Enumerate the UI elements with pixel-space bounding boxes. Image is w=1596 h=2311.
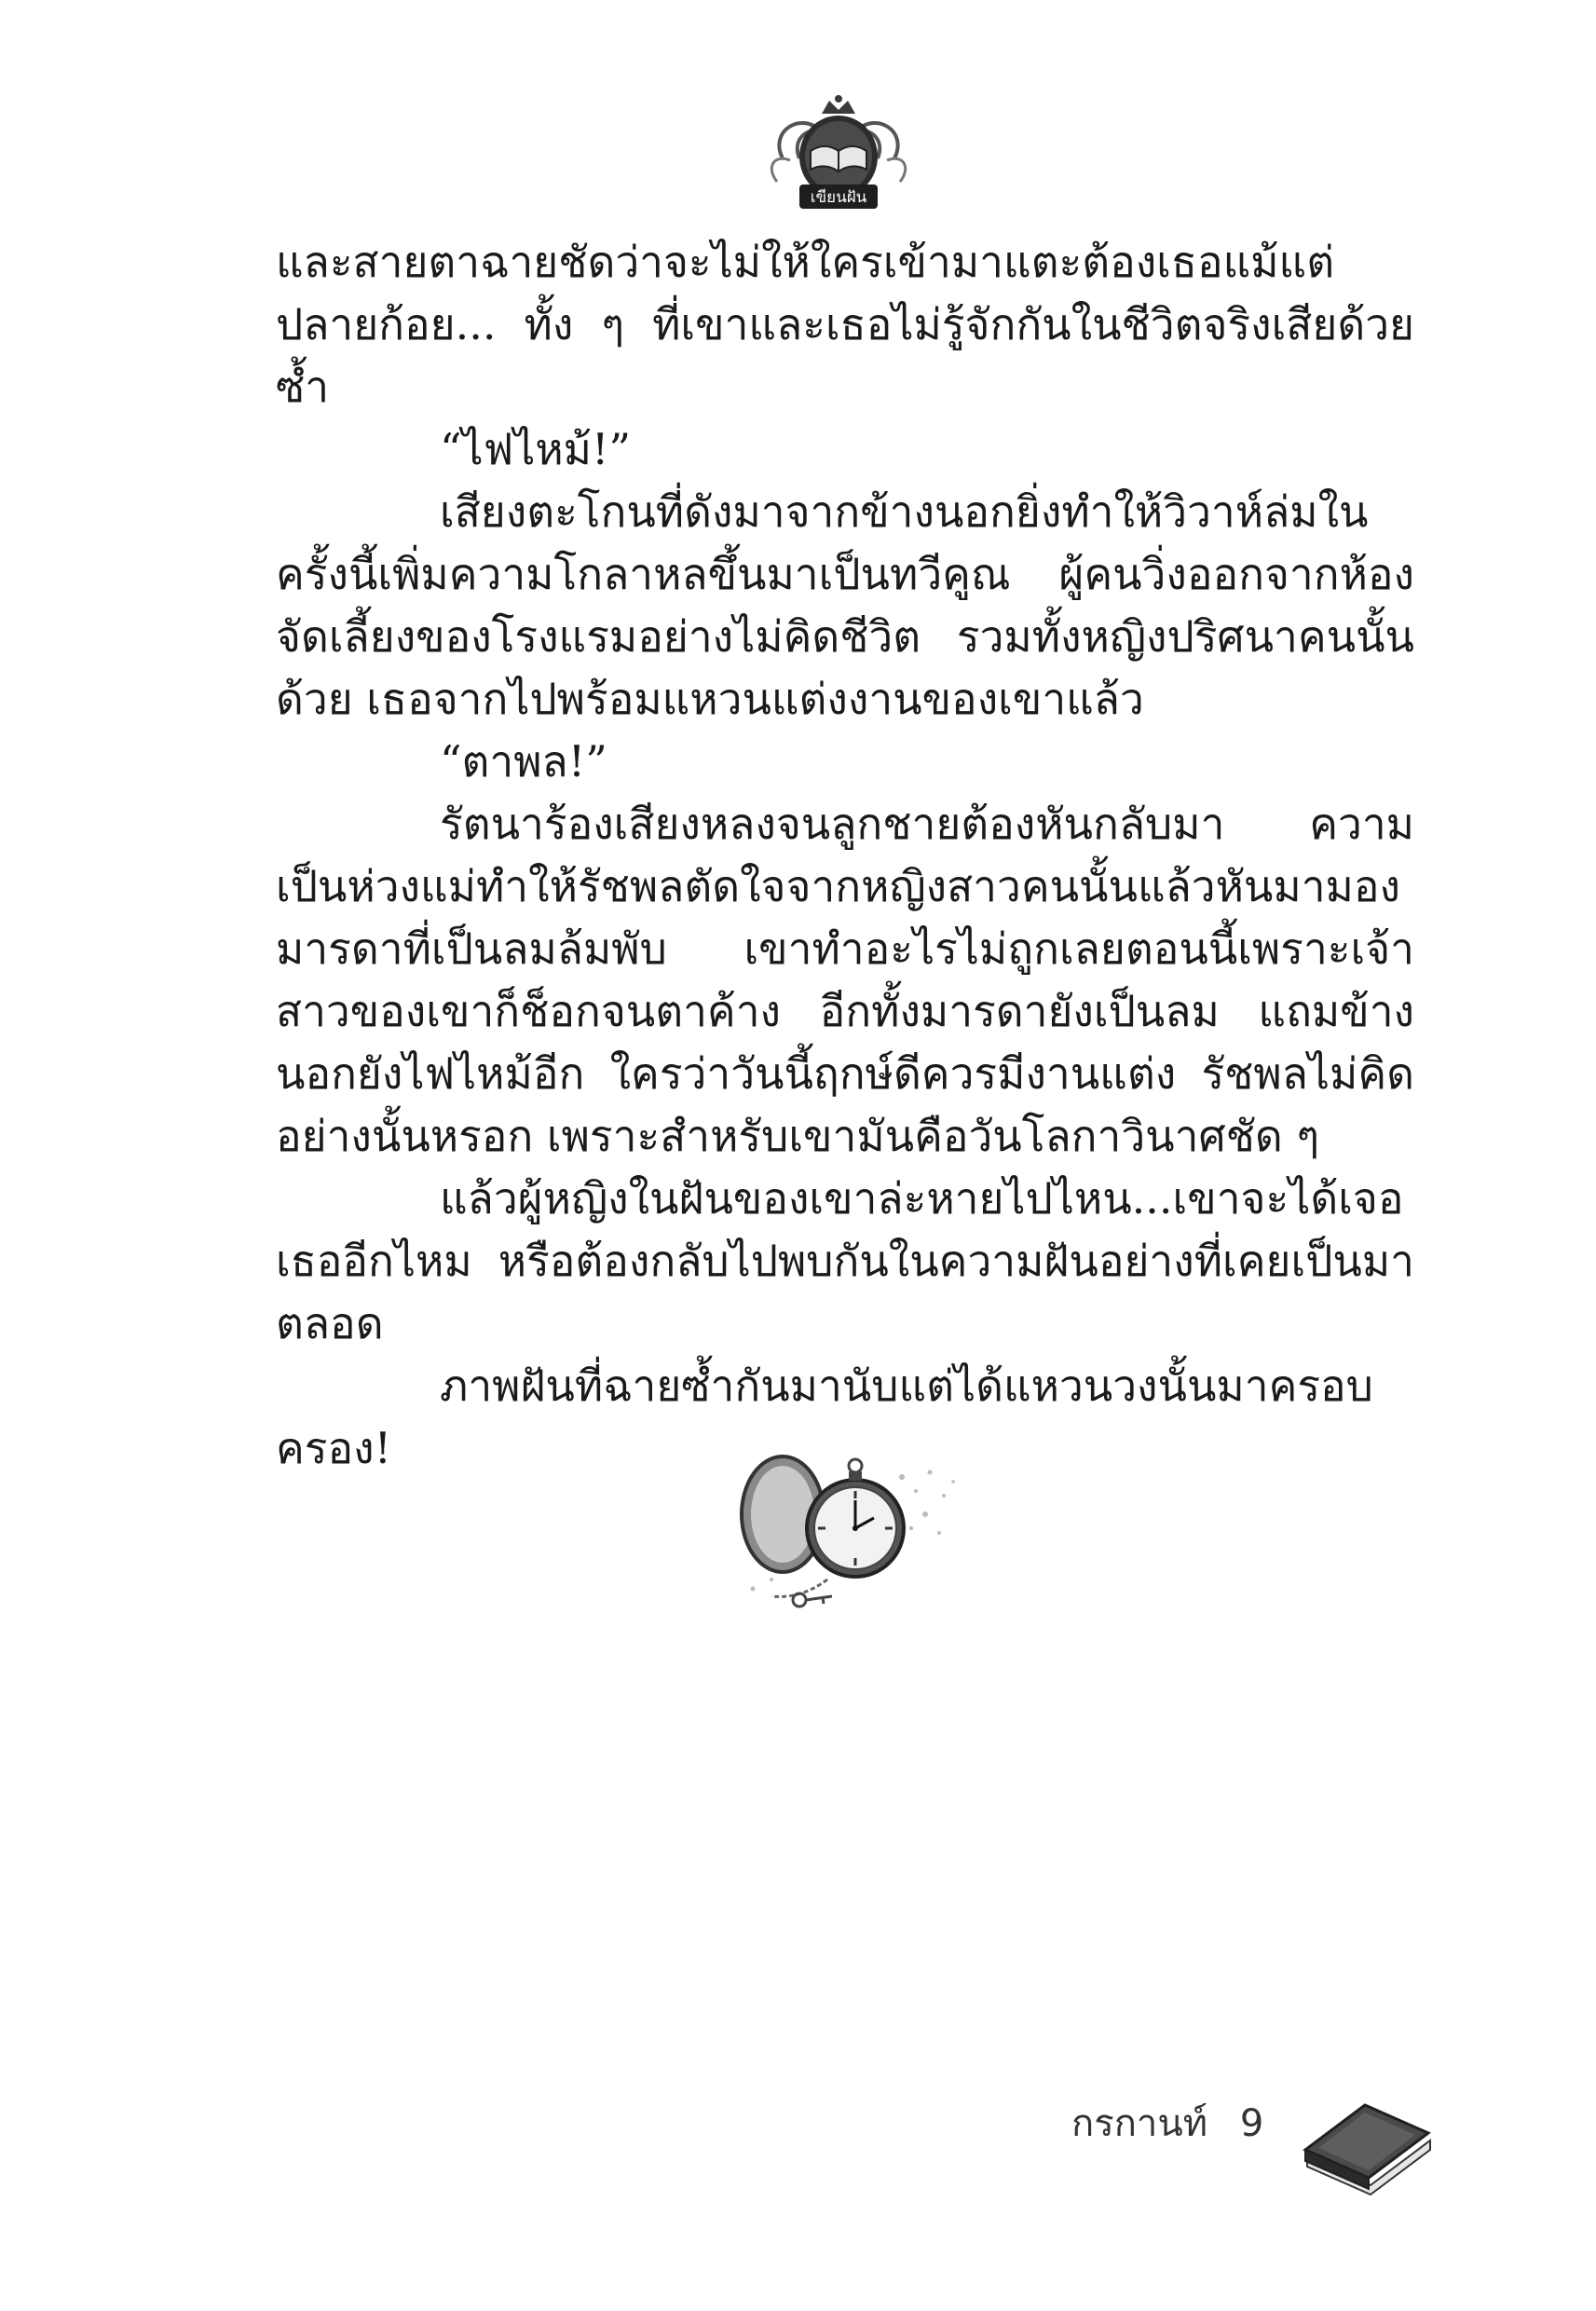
pocket-watch-icon [716, 1440, 967, 1612]
paragraph-6: แล้วผู้หญิงในฝันของเขาล่ะหายไปไหน...เขาจะได้เจอเธออีกไหม หรือต้องกลับไปพบกันในความฝันอย่างที่เคยเป็นมาตลอด [276, 1173, 1414, 1348]
page-number: 9 [1239, 2102, 1264, 2145]
paragraph-5: รัตนาร้องเสียงหลงจนลูกชายต้องหันกลับมา ความเป็นห่วงแม่ทำให้รัชพลตัดใจจากหญิงสาวคนนั้นแล้วหันมามองมารดาที่เป็นลมล้มพับ เขาทำอะไรไม่ถูกเลยตอนนี้เพราะเจ้าสาวของเขาก็ช็อกจนตาค้าง อีกทั้งมารดายังเป็นลม แถมข้างนอกยังไฟไหม้อีก ใครว่าวันนี้ฤกษ์ดีควรมีงานแต่ง รัชพลไม่คิดอย่างนั้นหรอก เพราะสำหรับเขามันคือวันโลกาวินาศชัด ๆ [276, 799, 1414, 1161]
paragraph-4: “ตาพล!” [440, 736, 607, 786]
page-footer [1071, 2093, 1263, 2153]
paragraph-7: ภาพฝันที่ฉายซ้ำกันมานับแต่ได้แหวนวงนั้นมาครอบครอง! [276, 1361, 1373, 1473]
closed-book-icon [1298, 2092, 1438, 2199]
book-crest-icon [764, 93, 913, 219]
paragraph-3: เสียงตะโกนที่ดังมาจากข้างนอกยิ่งทำให้วิวาห์ล่มในครั้งนี้เพิ่มความโกลาหลขึ้นมาเป็นทวีคูณ ผู้คนวิ่งออกจากห้องจัดเลี้ยงของโรงแรมอย่างไม่คิดชีวิต รวมทั้งหญิงปริศนาคนนั้นด้วย เธอจากไปพร้อมแหวนแต่งงานของเขาแล้ว [276, 486, 1414, 724]
paragraph-1: และสายตาฉายชัดว่าจะไม่ให้ใครเข้ามาแตะต้องเธอแม้แต่ปลายก้อย... ทั้ง ๆ ที่เขาและเธอไม่รู้จักกันในชีวิตจริงเสียด้วยซ้ำ [276, 237, 1414, 412]
emblem-text: เขียนฝัน [810, 188, 867, 207]
paragraph-2: “ไฟไหม้!” [440, 424, 632, 474]
footer-title: กรกานท์ [1071, 2102, 1208, 2145]
chapter-text [276, 231, 1414, 1480]
